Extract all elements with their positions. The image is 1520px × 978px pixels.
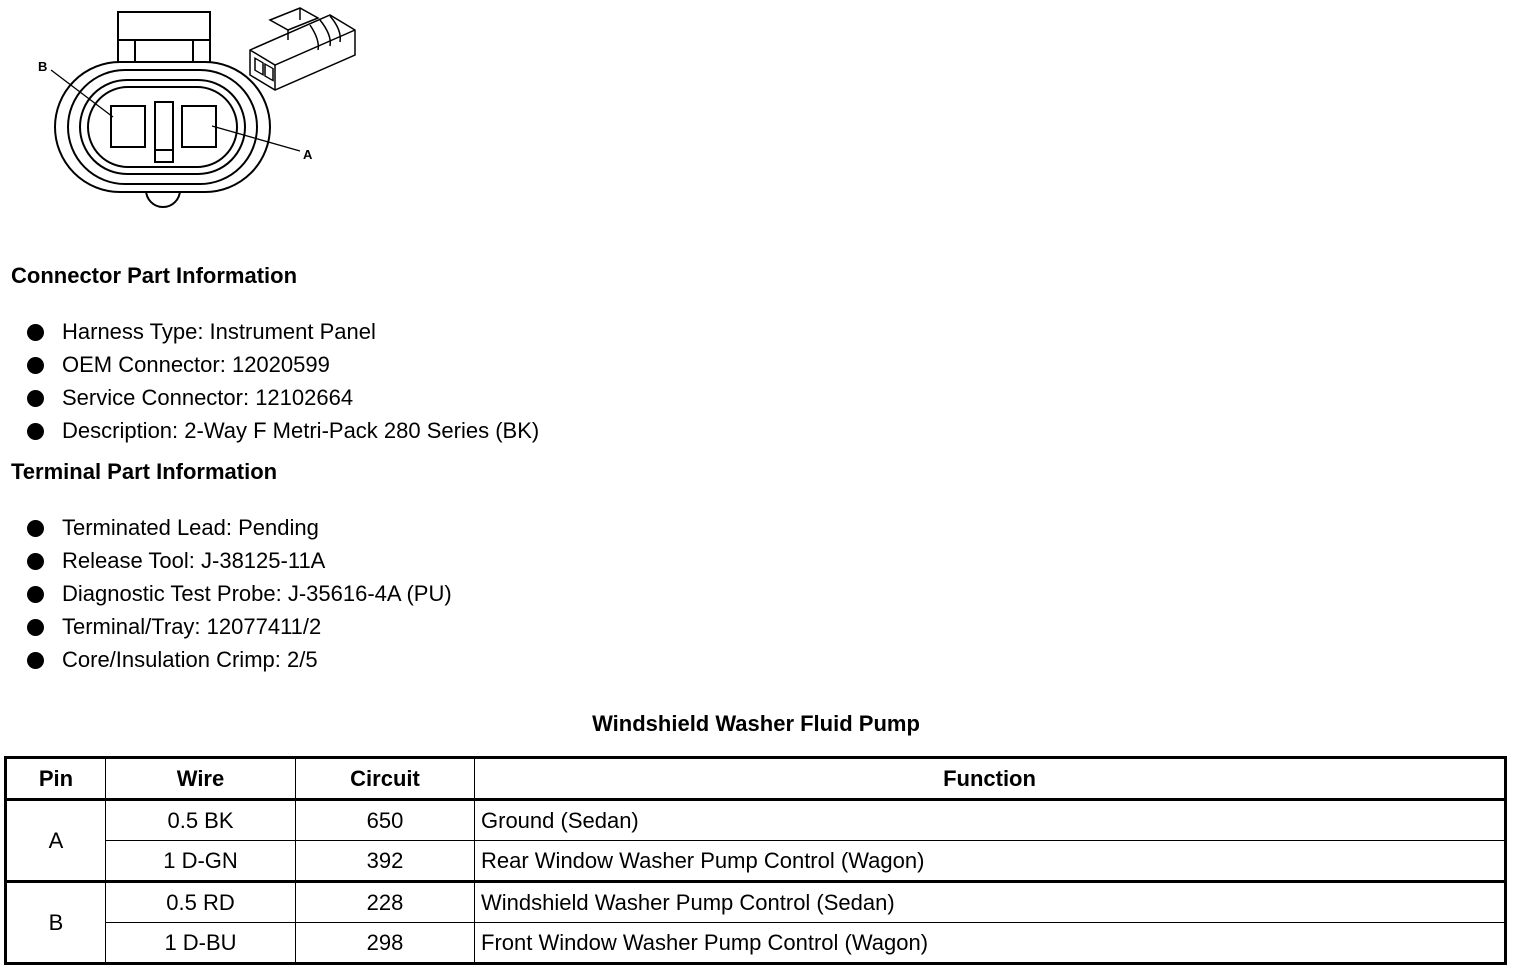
wire-cell: 1 D-BU xyxy=(106,923,296,964)
list-item xyxy=(27,610,452,643)
table-title: Windshield Washer Fluid Pump xyxy=(592,711,920,736)
circuit-cell: 392 xyxy=(296,841,475,882)
wire-cell: 0.5 RD xyxy=(106,882,296,923)
wire-cell: 1 D-GN xyxy=(106,841,296,882)
bullet-icon xyxy=(27,423,44,440)
list-item xyxy=(27,315,539,348)
pin-cell: B xyxy=(6,882,106,964)
pin-cell: A xyxy=(6,800,106,882)
list-item xyxy=(27,511,452,544)
list-item xyxy=(27,643,452,676)
function-cell: Ground (Sedan) xyxy=(475,800,1506,841)
connector-thumbnail xyxy=(250,8,355,90)
header-circuit: Circuit xyxy=(296,758,475,800)
function-cell: Rear Window Washer Pump Control (Wagon) xyxy=(475,841,1506,882)
table-row xyxy=(6,923,1506,964)
circuit-cell: 228 xyxy=(296,882,475,923)
bullet-icon xyxy=(27,553,44,570)
terminal-info-list xyxy=(27,511,452,676)
label-a: A xyxy=(303,147,313,162)
bullet-icon xyxy=(27,357,44,374)
header-wire: Wire xyxy=(106,758,296,800)
bullet-icon xyxy=(27,324,44,341)
list-item xyxy=(27,414,539,447)
terminal-tray: Terminal/Tray: 12077411/2 xyxy=(62,614,322,639)
connector-info-list xyxy=(27,315,539,447)
bullet-icon xyxy=(27,652,44,669)
table-header-row xyxy=(6,758,1506,800)
terminal-crimp: Core/Insulation Crimp: 2/5 xyxy=(62,647,318,672)
table-row xyxy=(6,841,1506,882)
circuit-cell: 298 xyxy=(296,923,475,964)
connector-service: Service Connector: 12102664 xyxy=(62,385,354,410)
terminal-terminated-lead: Terminated Lead: Pending xyxy=(62,515,319,540)
terminal-release-tool: Release Tool: J-38125-11A xyxy=(62,548,326,573)
connector-harness-type: Harness Type: Instrument Panel xyxy=(62,319,376,344)
connector-diagram xyxy=(0,0,380,215)
bullet-icon xyxy=(27,390,44,407)
header-pin: Pin xyxy=(6,758,106,800)
circuit-cell: 650 xyxy=(296,800,475,841)
wire-cell: 0.5 BK xyxy=(106,800,296,841)
connector-description: Description: 2-Way F Metri-Pack 280 Series (BK) xyxy=(62,418,540,443)
list-item xyxy=(27,381,539,414)
list-item xyxy=(27,348,539,381)
pin-table xyxy=(4,756,1507,965)
connector-oem: OEM Connector: 12020599 xyxy=(62,352,330,377)
list-item xyxy=(27,577,452,610)
function-cell: Front Window Washer Pump Control (Wagon) xyxy=(475,923,1506,964)
list-item xyxy=(27,544,452,577)
connector-info-heading: Connector Part Information xyxy=(11,263,298,288)
terminal-test-probe: Diagnostic Test Probe: J-35616-4A (PU) xyxy=(62,581,452,606)
table-row xyxy=(6,800,1506,841)
terminal-info-heading: Terminal Part Information xyxy=(11,459,278,484)
bullet-icon xyxy=(27,520,44,537)
table-row xyxy=(6,882,1506,923)
function-cell: Windshield Washer Pump Control (Sedan) xyxy=(475,882,1506,923)
header-function: Function xyxy=(475,758,1506,800)
bullet-icon xyxy=(27,586,44,603)
bullet-icon xyxy=(27,619,44,636)
label-b: B xyxy=(38,59,48,74)
